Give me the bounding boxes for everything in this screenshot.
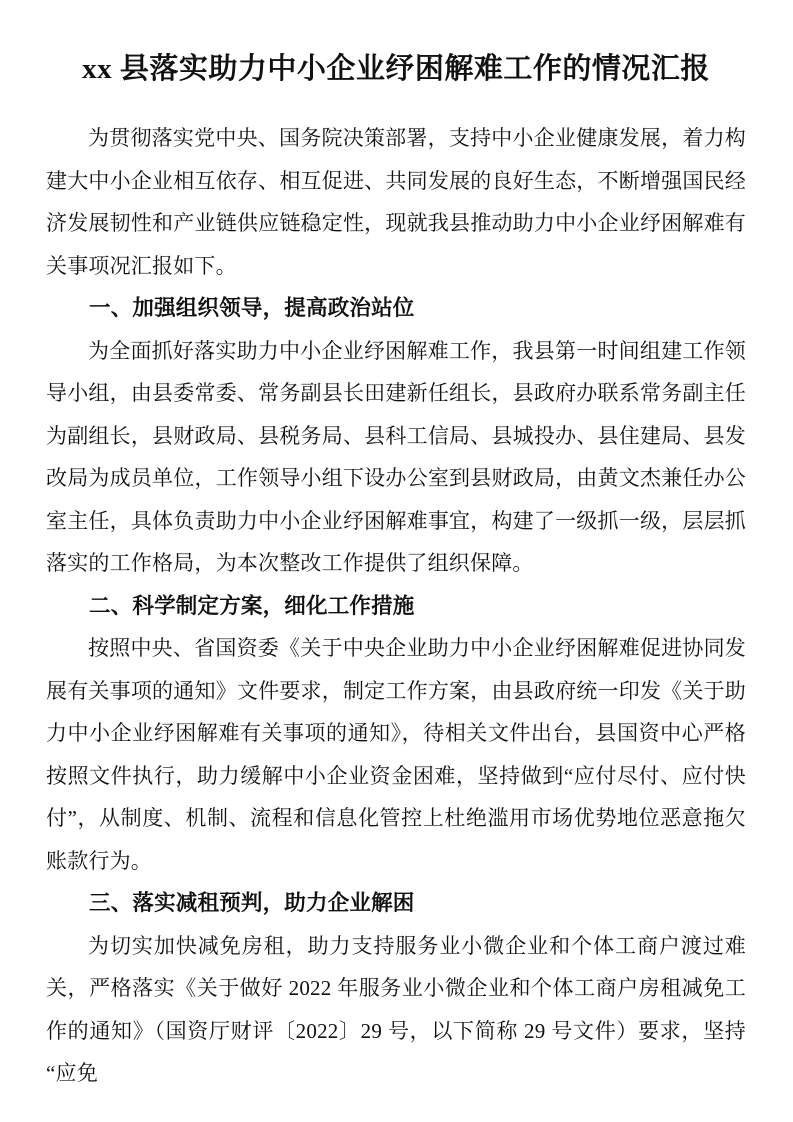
intro-paragraph: 为贯彻落实党中央、国务院决策部署，支持中小企业健康发展，着力构建大中小企业相互依存、相互促进、共同发展的良好生态，不断增强国民经济发展韧性和产业链供应链稳定性，现就我县推动助力中小企业纾困解难有关事项况汇报如下。 xyxy=(46,126,746,278)
section-3-paragraph: 为切实加快减免房租，助力支持服务业小微企业和个体工商户渡过难关，严格落实《关于做好 2022 年服务业小微企业和个体工商户房租减免工作的通知》（国资厅财评〔2022〕29 号，以下简称 29 号文件）要求，坚持“应免 xyxy=(46,933,746,1085)
section-2-paragraph: 按照中央、省国资委《关于中央企业助力中小企业纾困解难促进协同发展有关事项的通知》文件要求，制定工作方案，由县政府统一印发《关于助力中小企业纾困解难有关事项的通知》，待相关文件出台，县国资中心严格按照文件执行，助力缓解中小企业资金困难，坚持做到“应付尽付、应付快付”，从制度、机制、流程和信息化管控上杜绝滥用市场优势地位恶意拖欠账款行为。 xyxy=(46,636,746,873)
section-1-paragraph: 为全面抓好落实助力中小企业纾困解难工作，我县第一时间组建工作领导小组，由县委常委、常务副县长田建新任组长，县政府办联系常务副主任为副组长，县财政局、县税务局、县科工信局、县城投办、县住建局、县发改局为成员单位，工作领导小组下设办公室到县财政局，由黄文杰兼任办公室主任，具体负责助力中小企业纾困解难事宜，构建了一级抓一级，层层抓落实的工作格局，为本次整改工作提供了组织保障。 xyxy=(46,338,746,575)
section-heading-3: 三、落实减租预判，助力企业解困 xyxy=(89,891,415,915)
section-heading-2: 二、科学制定方案，细化工作措施 xyxy=(89,593,415,618)
section-heading-1: 一、加强组织领导，提高政治站位 xyxy=(89,296,415,320)
document-title: xx 县落实助力中小企业纾困解难工作的情况汇报 xyxy=(82,53,710,85)
